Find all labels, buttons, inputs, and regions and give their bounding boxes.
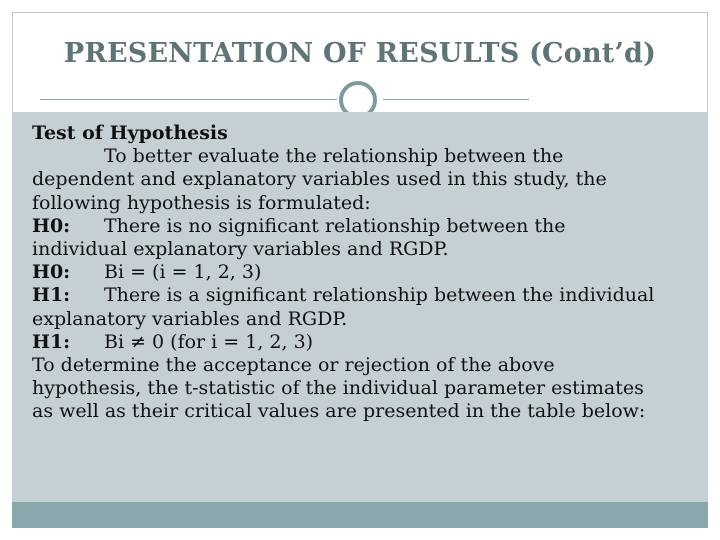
h0b-text: Bi = (i = 1, 2, 3) <box>104 261 262 284</box>
h1b-label: H1: <box>32 330 71 353</box>
null-hypothesis <box>32 215 692 238</box>
h1b-text: Bi ≠ 0 (for i = 1, 2, 3) <box>104 330 314 353</box>
slide-body <box>32 122 692 424</box>
conclusion-line-1: To determine the acceptance or rejection of the above <box>32 354 555 377</box>
intro-line-3: following hypothesis is formulated: <box>32 191 371 214</box>
intro-line-1: To better evaluate the relationship between the <box>104 145 564 168</box>
null-hypothesis-formula <box>32 261 692 284</box>
conclusion-line-3: as well as their critical values are presented in the table below: <box>32 400 646 423</box>
h1-text-2: explanatory variables and RGDP. <box>32 307 348 330</box>
footer-bar <box>12 502 708 528</box>
h1-label: H1: <box>32 284 71 307</box>
slide-title: PRESENTATION OF RESULTS (Cont’d) <box>63 38 657 69</box>
title-divider-left <box>40 99 337 100</box>
conclusion-line-2: hypothesis, the t-statistic of the individual parameter estimates <box>32 377 644 400</box>
alt-hypothesis <box>32 284 692 307</box>
section-heading: Test of Hypothesis <box>32 122 228 144</box>
h0b-label: H0: <box>32 261 71 284</box>
title-divider-right <box>383 99 529 100</box>
h0-label: H0: <box>32 214 71 237</box>
h0-text-1: There is no significant relationship between the <box>104 214 566 237</box>
h1-text-1: There is a significant relationship between the individual <box>104 284 655 307</box>
alt-hypothesis-formula <box>32 331 692 354</box>
h0-text-2: individual explanatory variables and RGDP. <box>32 238 449 261</box>
intro-line-2: dependent and explanatory variables used in this study, the <box>32 168 607 191</box>
